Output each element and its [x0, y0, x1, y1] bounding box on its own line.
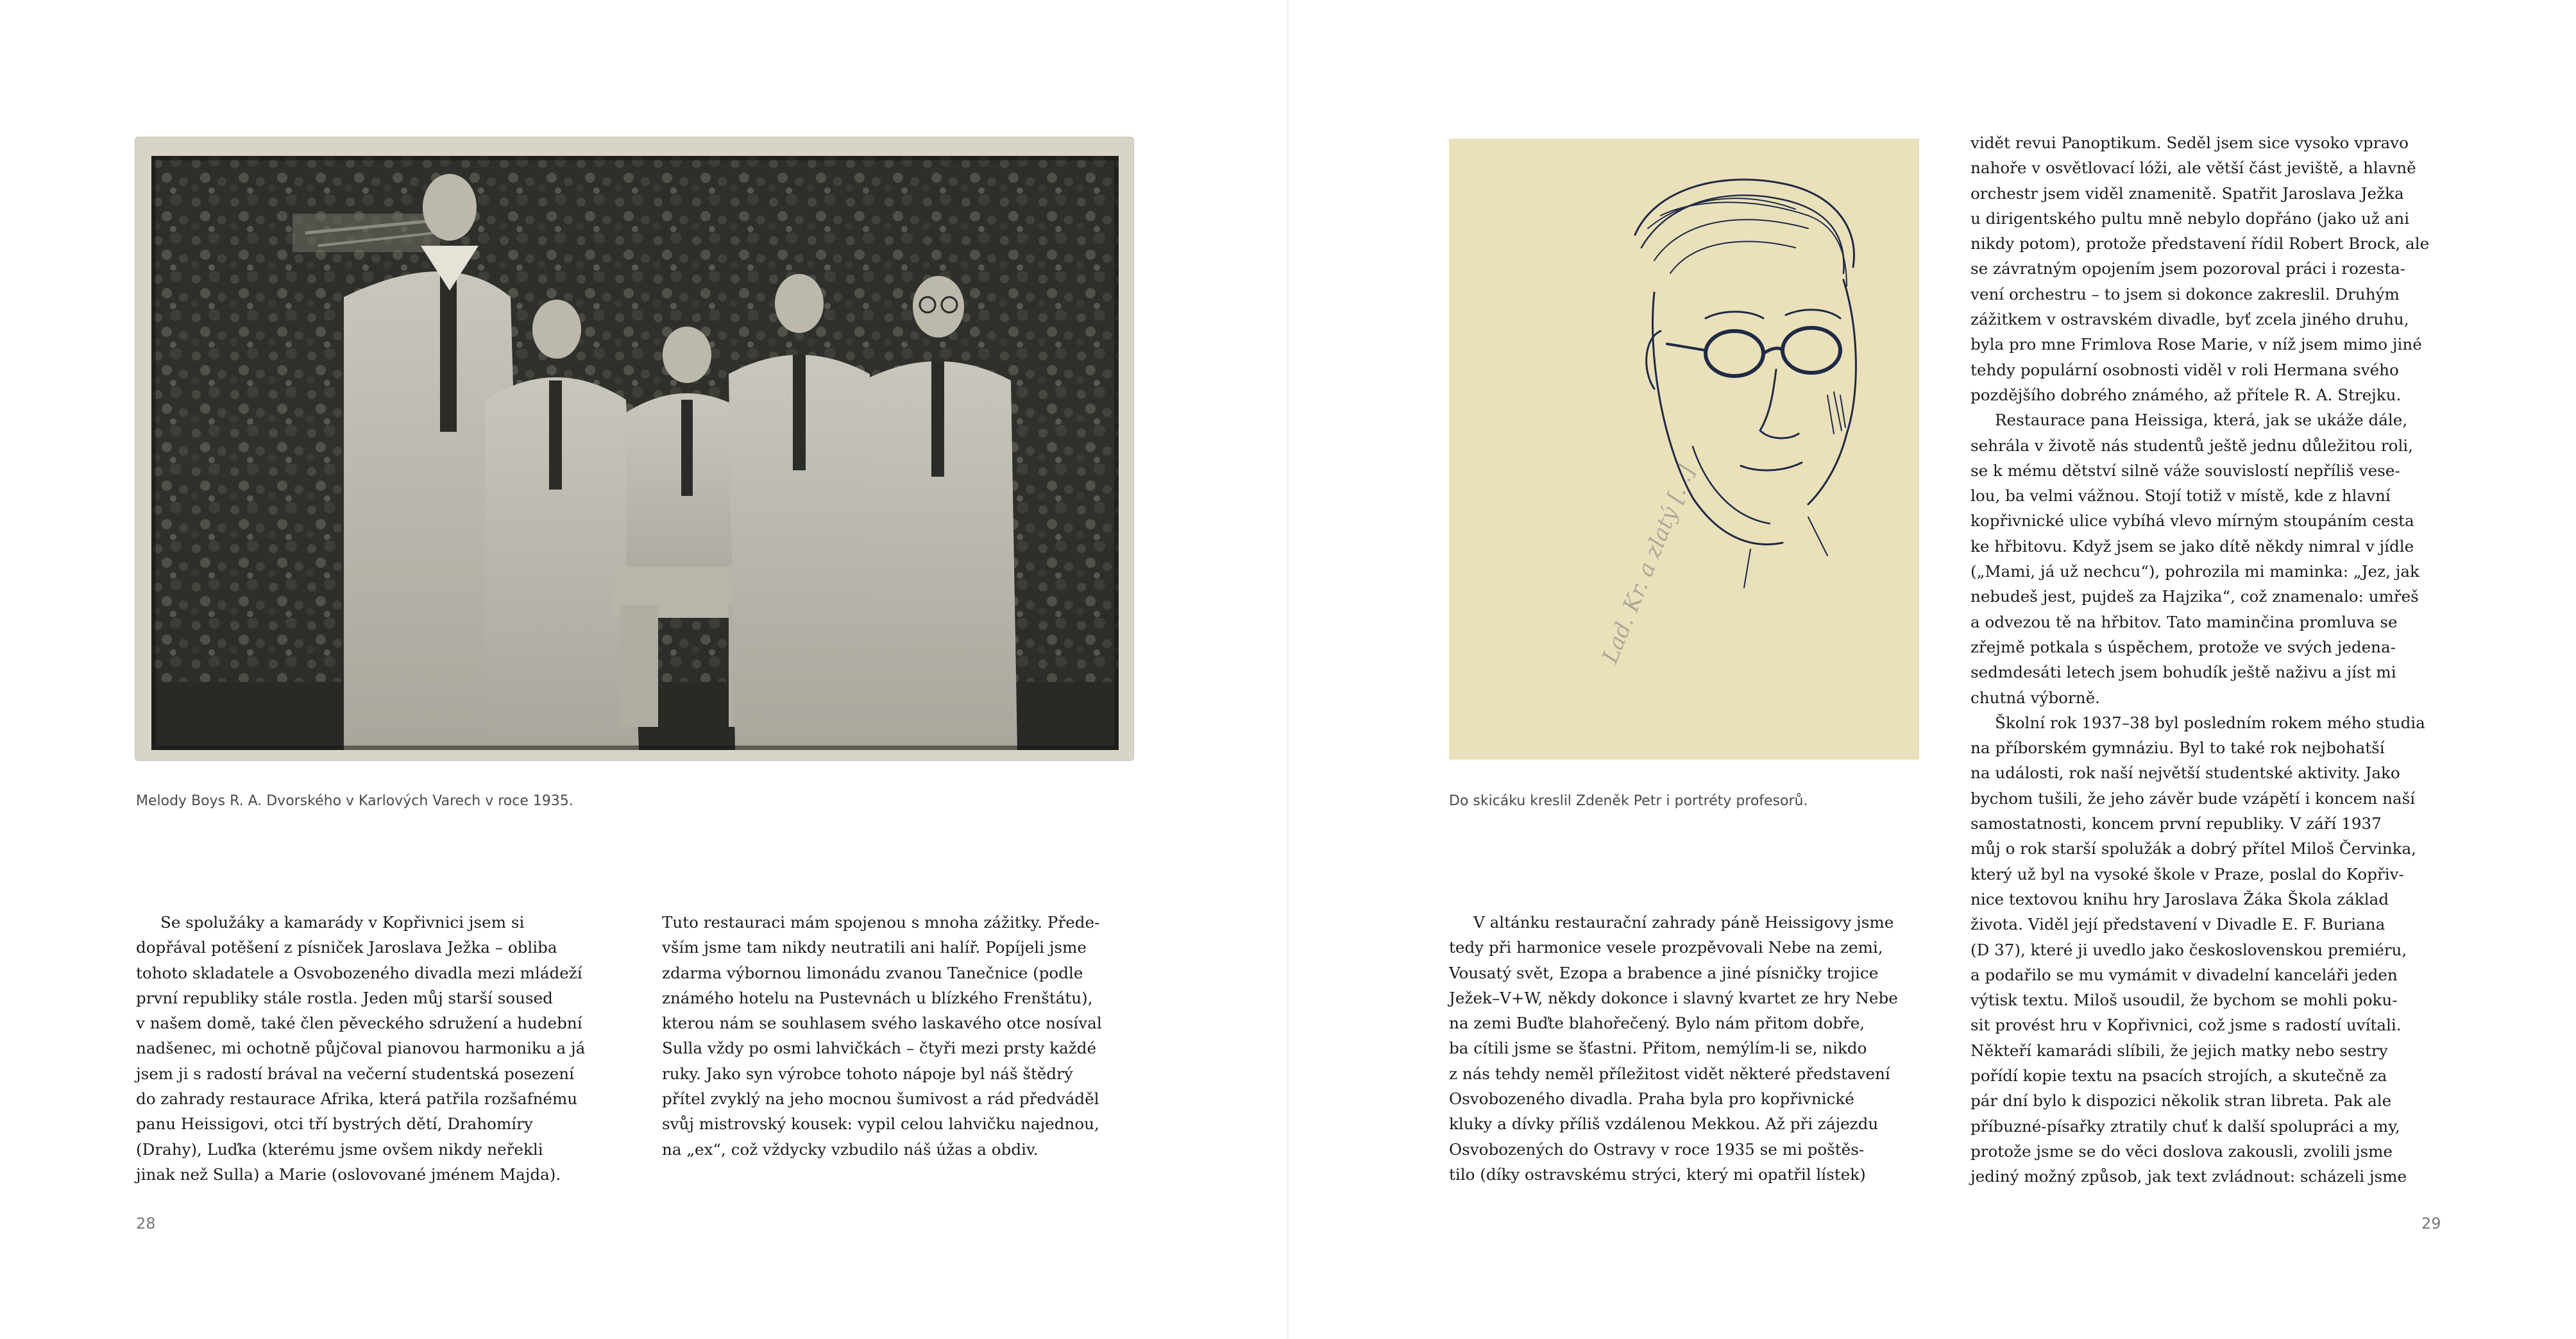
text-line: samostatnosti, koncem první republiky. V září 1937 [1970, 814, 2382, 833]
text-line: (Drahy), Luďka (kterému jsme ovšem nikdy neřekli [136, 1139, 543, 1159]
text-line: se závratným opojením jsem pozoroval práci i rozesta- [1970, 259, 2405, 278]
left-page [0, 0, 1287, 1339]
text-line: Vousatý svět, Ezopa a brabence a jiné písničky trojice [1449, 963, 1879, 982]
text-line: první republiky stále rostla. Jeden můj starší soused [136, 988, 553, 1007]
text-line: na zemi Buďte blahořečený. Bylo nám přitom dobře, [1449, 1014, 1865, 1033]
text-line: kluky a dívky příliš vzdálenou Mekkou. Až při zájezdu [1449, 1114, 1879, 1134]
sketch-caption: Do skicáku kreslil Zdeněk Petr i portréty profesorů. [1449, 793, 1808, 809]
text-line: nebudeš jest, pujdeš za Hajzika“, což znamenalo: umřeš [1970, 587, 2419, 606]
text-line: bychom tušili, že jeho závěr bude vzápětí i koncem naší [1970, 789, 2416, 808]
text-line: Ježek–V+W, někdy dokonce i slavný kvartet ze hry Nebe [1449, 988, 1898, 1007]
text-line: který už byl na vysoké škole v Praze, poslal do Kopřiv- [1970, 864, 2404, 883]
text-column-3 [1449, 910, 1898, 1187]
portrait-sketch-image [1449, 139, 1919, 760]
page-number-left: 28 [136, 1215, 156, 1232]
text-line: vším jsme tam nikdy neutratili ani halíř. Popíjeli jsme [662, 938, 1087, 957]
text-line: a podařilo se mu vymámit v divadelní kanceláři jeden [1970, 965, 2398, 984]
text-line: na „ex“, což vždycky vzbudilo náš úžas a obdiv. [662, 1139, 1038, 1159]
text-line: můj o rok starší spolužák a dobrý přítel Miloš Červinka, [1970, 839, 2416, 858]
text-line: zřejmě potkala s úspěchem, protože ve svých jedena- [1970, 637, 2396, 656]
text-line: v našem domě, také člen pěveckého sdružení a hudební [136, 1014, 582, 1033]
text-line: z nás tehdy neměl příležitost vidět některé představení [1449, 1064, 1890, 1083]
text-line: Školní rok 1937–38 byl posledním rokem mého studia [1995, 713, 2425, 732]
text-line: dopřával potěšení z písniček Jaroslava Ježka – obliba [136, 938, 557, 957]
text-line: panu Heissigovi, otci tří bystrých dětí, Drahomíry [136, 1114, 533, 1134]
text-line: byla pro mne Frimlova Rose Marie, v níž jsem mimo jiné [1970, 335, 2422, 354]
text-line: jinak než Sulla) a Marie (oslovované jménem Majda). [136, 1164, 561, 1184]
text-line: vidět revui Panoptikum. Seděl jsem sice vysoko vpravo [1970, 133, 2409, 152]
text-line: Restaurace pana Heissiga, která, jak se ukáže dále, [1995, 411, 2408, 430]
text-line: příbuzné-písařky ztratily chuť k další spolupráci a my, [1970, 1116, 2400, 1136]
text-line: pár dní bylo k dispozici několik stran libreta. Pak ale [1970, 1091, 2392, 1111]
text-line: (D 37), které ji uvedlo jako československou premiéru, [1970, 940, 2407, 959]
text-line: lou, ba velmi vážnou. Stojí totiž v místě, kde z hlavní [1970, 486, 2391, 506]
text-line: sit provést hru v Kopřivnici, což jsme s radostí uvítali. [1970, 1016, 2402, 1035]
text-line: pozdějšího dobrého známého, až přítele R. A. Strejku. [1970, 385, 2402, 404]
text-line: na události, rok naší největší studentské aktivity. Jako [1970, 763, 2400, 783]
text-line: výtisk textu. Miloš usoudil, že bychom se mohli poku- [1970, 991, 2398, 1010]
text-line: zdarma výbornou limonádu zvanou Tanečnice (podle [662, 963, 1083, 982]
photo-melody-boys-image [151, 156, 1119, 750]
text-line: sedmdesáti letech jsem bohudík ještě naživu a jíst mi [1970, 663, 2396, 682]
text-line: na příborském gymnáziu. Byl to také rok nejbohatší [1970, 738, 2385, 758]
text-line: Tuto restauraci mám spojenou s mnoha zážitky. Přede- [662, 913, 1100, 932]
text-line: tohoto skladatele a Osvobozeného divadla mezi mládeží [136, 963, 582, 982]
text-line: života. Viděl její představení v Divadle E. F. Buriana [1970, 915, 2385, 934]
text-line: („Mami, já už nechcu“), pohrozila mi maminka: „Jez, jak [1970, 562, 2419, 581]
text-line: sehrála v životě nás studentů ještě jednu důležitou roli, [1970, 436, 2413, 455]
text-line: a odvezou tě na hřbitov. Tato maminčina promluva se [1970, 612, 2398, 631]
text-column-2 [662, 910, 1102, 1162]
text-column-4 [1970, 130, 2429, 1189]
text-line: chutná výborně. [1970, 688, 2100, 707]
text-column-1 [136, 910, 585, 1187]
text-line: nahoře v osvětlovací lóži, ale větší část jeviště, a hlavně [1970, 158, 2416, 178]
text-line: nice textovou knihu hry Jaroslava Žáka Škola základ [1970, 889, 2389, 908]
text-line: kopřivnické ulice vybíhá vlevo mírným stoupáním cesta [1970, 511, 2414, 531]
text-line: ke hřbitovu. Když jsem se jako dítě někdy nimral v jídle [1970, 536, 2414, 556]
text-line: protože jsme se do věci doslova zakousli, zvolili jsme [1970, 1141, 2393, 1161]
text-line: Osvobozeného divadla. Praha byla pro kopřivnické [1449, 1089, 1854, 1109]
photo-caption: Melody Boys R. A. Dvorského v Karlových Varech v roce 1935. [136, 793, 573, 809]
text-line: orchestr jsem viděl znamenitě. Spatřit Jaroslava Ježka [1970, 183, 2404, 203]
portrait-sketch [1449, 139, 1919, 760]
text-line: svůj mistrovský kousek: vypil celou lahvičku najednou, [662, 1114, 1099, 1134]
text-line: do zahrady restaurace Afrika, která patřila rozšafnému [136, 1089, 578, 1109]
text-line: ba cítili jsme se šťastni. Přitom, nemýlím-li se, nikdo [1449, 1039, 1867, 1058]
text-line: tedy při harmonice vesele prozpěvovali Nebe na zemi, [1449, 938, 1883, 957]
text-line: kterou nám se souhlasem svého laskavého otce nosíval [662, 1014, 1102, 1033]
text-line: se k mému dětství silně váže souvislostí nepříliš vese- [1970, 461, 2400, 480]
text-line: tilo (díky ostravskému strýci, který mi opatřil lístek) [1449, 1164, 1866, 1184]
right-page [1289, 0, 2576, 1339]
text-line: tehdy populární osobnosti viděl v roli Hermana svého [1970, 360, 2399, 379]
text-line: nikdy potom), protože představení řídil Robert Brock, ale [1970, 234, 2430, 253]
text-line: V altánku restaurační zahrady páně Heissigovy jsme [1473, 913, 1894, 932]
text-line: jediný možný způsob, jak text zvládnout: scházeli jsme [1970, 1167, 2407, 1186]
text-line: jsem ji s radostí brával na večerní studentská posezení [136, 1064, 574, 1083]
page-number-right: 29 [2421, 1215, 2441, 1232]
text-line: přítel zvyklý na jeho mocnou šumivost a rád předváděl [662, 1089, 1099, 1109]
text-line: Sulla vždy po osmi lahvičkách – čtyři mezi prsty každé [662, 1039, 1097, 1058]
text-line: Se spolužáky a kamarády v Kopřivnici jsem si [160, 913, 525, 932]
text-line: Někteří kamarádi slíbili, že jejich matky nebo sestry [1970, 1041, 2388, 1060]
text-line: u dirigentského pultu mně nebylo dopřáno (jako už ani [1970, 209, 2410, 228]
text-line: vení orchestru – to jsem si dokonce zakreslil. Druhým [1970, 284, 2400, 303]
text-line: pořídí kopie textu na psacích strojích, a skutečně za [1970, 1066, 2387, 1085]
text-line: Osvobozených do Ostravy v roce 1935 se mi poštěs- [1449, 1139, 1865, 1159]
text-line: zážitkem v ostravském divadle, byť zcela jiného druhu, [1970, 310, 2409, 329]
sketch-inscription: Lad. Kr. a zlatý [...] [1597, 461, 1700, 667]
text-line: nadšenec, mi ochotně půjčoval pianovou harmoniku a já [136, 1039, 586, 1058]
text-line: známého hotelu na Pustevnách u blízkého Frenštátu), [662, 988, 1093, 1007]
text-line: ruky. Jako syn výrobce tohoto nápoje byl náš štědrý [662, 1064, 1073, 1083]
photo-melody-boys [135, 137, 1134, 761]
